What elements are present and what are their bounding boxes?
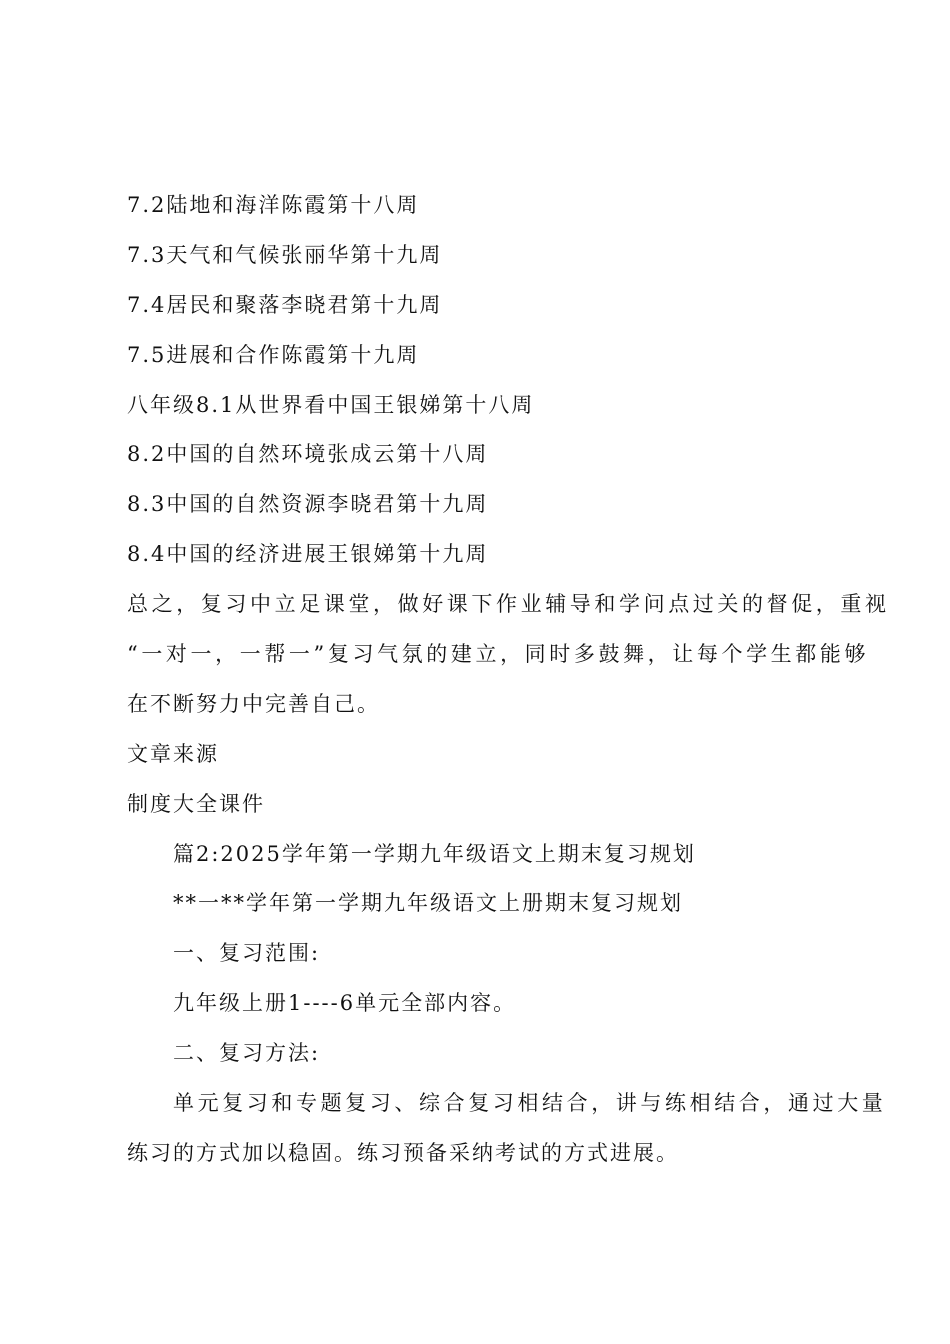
schedule-line: 八年级8.1从世界看中国王银娣第十八周	[127, 393, 535, 417]
source-name: 制度大全课件	[127, 792, 265, 816]
schedule-line: 7.2陆地和海洋陈霞第十八周	[127, 193, 420, 217]
schedule-line: 8.4中国的经济进展王银娣第十九周	[127, 542, 489, 566]
heading-review-scope: 一、复习范围:	[173, 941, 321, 965]
summary-line: 总之，复习中立足课堂，做好课下作业辅导和学问点过关的督促，重视	[127, 592, 890, 616]
schedule-line: 7.3天气和气候张丽华第十九周	[127, 243, 443, 267]
source-label: 文章来源	[127, 742, 219, 766]
method-line: 练习的方式加以稳固。练习预备采纳考试的方式进展。	[127, 1141, 679, 1165]
schedule-line: 8.3中国的自然资源李晓君第十九周	[127, 492, 489, 516]
method-line: 单元复习和专题复习、综合复习相结合，讲与练相结合，通过大量	[173, 1091, 887, 1115]
summary-line: “一对一，一帮一”复习气氛的建立，同时多鼓舞，让每个学生都能够	[127, 642, 870, 666]
schedule-line: 8.2中国的自然环境张成云第十八周	[127, 442, 489, 466]
summary-line: 在不断努力中完善自己。	[127, 692, 380, 716]
schedule-line: 7.5进展和合作陈霞第十九周	[127, 343, 420, 367]
section-subtitle: **一**学年第一学期九年级语文上册期末复习规划	[173, 891, 683, 915]
section-title: 篇2:2025学年第一学期九年级语文上期末复习规划	[173, 842, 696, 866]
heading-review-method: 二、复习方法:	[173, 1041, 321, 1065]
schedule-line: 7.4居民和聚落李晓君第十九周	[127, 293, 443, 317]
review-scope-text: 九年级上册1----6单元全部内容。	[173, 991, 517, 1015]
